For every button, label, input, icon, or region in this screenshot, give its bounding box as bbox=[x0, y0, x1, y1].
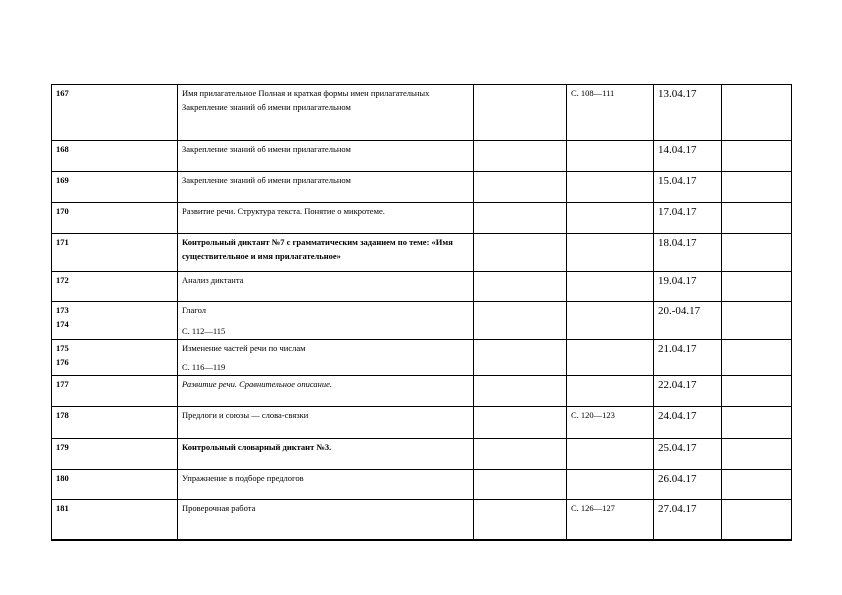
empty-cell bbox=[722, 376, 792, 407]
textbook-pages bbox=[567, 340, 654, 376]
empty-cell bbox=[474, 141, 567, 172]
textbook-pages bbox=[567, 141, 654, 172]
textbook-pages bbox=[567, 439, 654, 470]
table-row bbox=[52, 172, 792, 203]
lesson-topic: Закрепление знаний об имени прилагательном bbox=[178, 141, 474, 172]
lesson-topic-cell bbox=[178, 340, 474, 376]
lesson-topic: Упражнение в подборе предлогов bbox=[178, 470, 474, 500]
lesson-number-cell bbox=[52, 340, 178, 376]
lesson-topic: Закрепление знаний об имени прилагательном bbox=[178, 172, 474, 203]
table-row bbox=[52, 407, 792, 439]
empty-cell bbox=[474, 500, 567, 540]
lesson-date: 18.04.17 bbox=[654, 234, 722, 272]
textbook-pages: С. 126—127 bbox=[567, 500, 654, 540]
lesson-date: 24.04.17 bbox=[654, 407, 722, 439]
table-row bbox=[52, 141, 792, 172]
empty-cell bbox=[722, 500, 792, 540]
empty-cell bbox=[722, 141, 792, 172]
empty-cell bbox=[474, 407, 567, 439]
empty-cell bbox=[722, 203, 792, 234]
empty-cell bbox=[474, 234, 567, 272]
lesson-topic: Глагол bbox=[182, 305, 206, 315]
empty-cell bbox=[474, 272, 567, 302]
empty-cell bbox=[722, 470, 792, 500]
table-row bbox=[52, 376, 792, 407]
lesson-number-second: 176 bbox=[56, 357, 69, 367]
empty-cell bbox=[722, 234, 792, 272]
lesson-date: 25.04.17 bbox=[654, 439, 722, 470]
lesson-date: 17.04.17 bbox=[654, 203, 722, 234]
lesson-topic: Имя прилагательное Полная и краткая формы имен прилагательных Закрепление знаний об имени прилагательном bbox=[178, 85, 474, 141]
lesson-date: 22.04.17 bbox=[654, 376, 722, 407]
empty-cell bbox=[722, 302, 792, 340]
table-row bbox=[52, 470, 792, 500]
empty-cell bbox=[474, 85, 567, 141]
lesson-number-second: 174 bbox=[56, 319, 69, 329]
lesson-number: 171 bbox=[52, 234, 178, 272]
lesson-number: 172 bbox=[52, 272, 178, 302]
textbook-pages bbox=[567, 376, 654, 407]
lesson-number: 173 bbox=[56, 305, 69, 315]
lesson-plan-table bbox=[51, 84, 792, 541]
table-row bbox=[52, 302, 792, 340]
lesson-number: 169 bbox=[52, 172, 178, 203]
lesson-number-cell bbox=[52, 302, 178, 340]
textbook-pages bbox=[567, 203, 654, 234]
empty-cell bbox=[474, 203, 567, 234]
lesson-date: 14.04.17 bbox=[654, 141, 722, 172]
textbook-pages bbox=[567, 234, 654, 272]
table-row bbox=[52, 234, 792, 272]
empty-cell bbox=[474, 340, 567, 376]
lesson-date: 27.04.17 bbox=[654, 500, 722, 540]
textbook-pages bbox=[567, 302, 654, 340]
table-row bbox=[52, 439, 792, 470]
textbook-pages-inline: С. 116—119 bbox=[182, 362, 226, 372]
table-row bbox=[52, 272, 792, 302]
lesson-topic: Контрольный диктант №7 с грамматическим заданием по теме: «Имя существительное и имя прилагательное» bbox=[178, 234, 474, 272]
lesson-number: 178 bbox=[52, 407, 178, 439]
lesson-number: 170 bbox=[52, 203, 178, 234]
table-row bbox=[52, 340, 792, 376]
lesson-topic: Развитие речи. Структура текста. Понятие о микротеме. bbox=[178, 203, 474, 234]
empty-cell bbox=[474, 302, 567, 340]
lesson-number: 179 bbox=[52, 439, 178, 470]
lesson-number: 177 bbox=[52, 376, 178, 407]
empty-cell bbox=[722, 85, 792, 141]
textbook-pages bbox=[567, 272, 654, 302]
lesson-topic: Проверочная работа bbox=[178, 500, 474, 540]
lesson-number: 180 bbox=[52, 470, 178, 500]
empty-cell bbox=[722, 340, 792, 376]
lesson-number: 168 bbox=[52, 141, 178, 172]
empty-cell bbox=[474, 470, 567, 500]
lesson-date: 19.04.17 bbox=[654, 272, 722, 302]
lesson-topic: Изменение частей речи по числам bbox=[182, 343, 306, 353]
lesson-topic: Анализ диктанта bbox=[178, 272, 474, 302]
textbook-pages-inline: С. 112—115 bbox=[182, 326, 226, 336]
textbook-pages bbox=[567, 172, 654, 203]
lesson-number: 181 bbox=[52, 500, 178, 540]
table-row bbox=[52, 203, 792, 234]
empty-cell bbox=[722, 272, 792, 302]
lesson-topic-cell bbox=[178, 302, 474, 340]
lesson-date: 21.04.17 bbox=[654, 340, 722, 376]
empty-cell bbox=[722, 439, 792, 470]
textbook-pages: С. 108—111 bbox=[567, 85, 654, 141]
textbook-pages bbox=[567, 470, 654, 500]
lesson-number: 175 bbox=[56, 343, 69, 353]
lesson-date: 26.04.17 bbox=[654, 470, 722, 500]
lesson-date: 15.04.17 bbox=[654, 172, 722, 203]
empty-cell bbox=[722, 172, 792, 203]
empty-cell bbox=[474, 172, 567, 203]
lesson-date: 20.-04.17 bbox=[654, 302, 722, 340]
lesson-number: 167 bbox=[52, 85, 178, 141]
lesson-topic: Развитие речи. Сравнительное описание. bbox=[178, 376, 474, 407]
empty-cell bbox=[474, 376, 567, 407]
lesson-topic: Контрольный словарный диктант №3. bbox=[178, 439, 474, 470]
table-row bbox=[52, 85, 792, 141]
lesson-topic: Предлоги и союзы — слова-связки bbox=[178, 407, 474, 439]
lesson-date: 13.04.17 bbox=[654, 85, 722, 141]
empty-cell bbox=[722, 407, 792, 439]
textbook-pages: С. 120—123 bbox=[567, 407, 654, 439]
table-row bbox=[52, 500, 792, 540]
empty-cell bbox=[474, 439, 567, 470]
